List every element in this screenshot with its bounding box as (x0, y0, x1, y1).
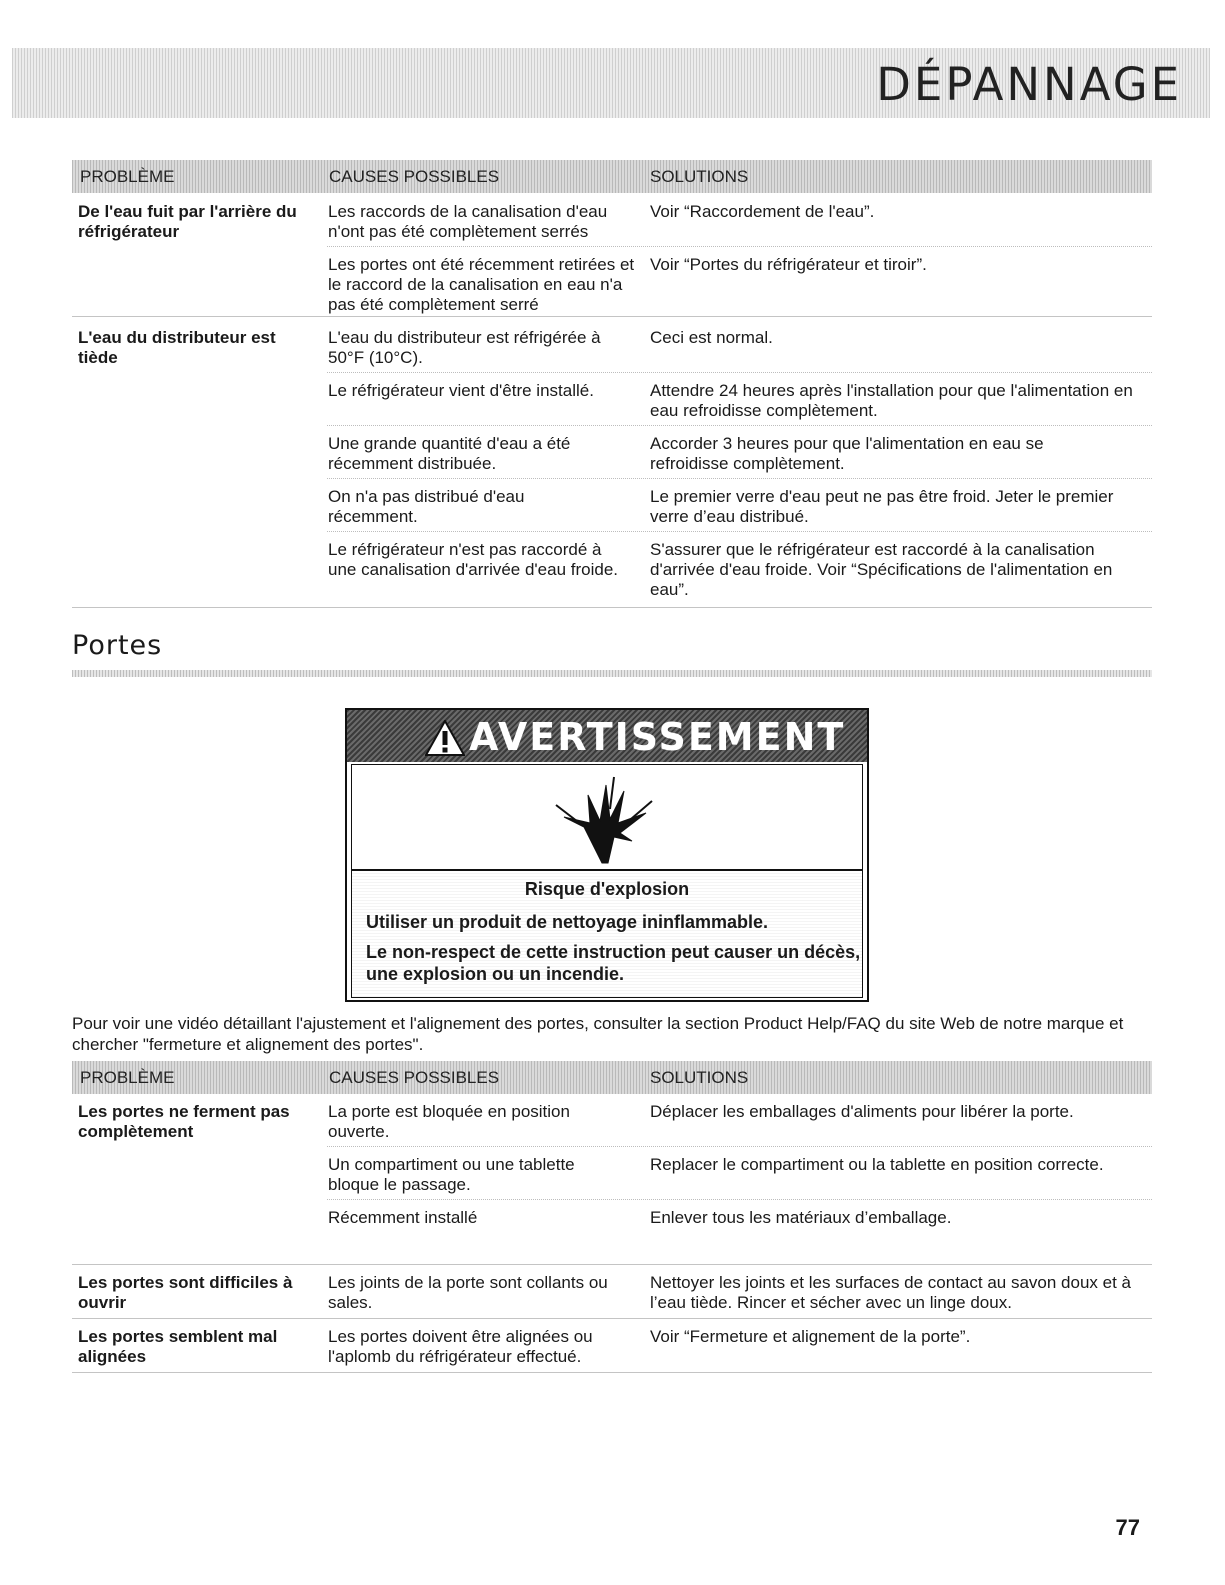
table-row (72, 317, 1152, 608)
explosion-icon (352, 765, 862, 869)
solution-text: Voir “Fermeture et alignement de la porte”. (650, 1327, 971, 1346)
solution-text: Nettoyer les joints et les surfaces de contact au savon doux et à l’eau tiède. Rincer et sécher avec un linge doux. (650, 1273, 1131, 1312)
table-row (72, 1094, 1152, 1265)
solution-text: Ceci est normal. (650, 328, 773, 347)
problem-text: Les portes sont difficiles à ouvrir (78, 1273, 293, 1312)
cause-text: Une grande quantité d'eau a été récemment distribuée. (328, 434, 571, 473)
table-header (72, 160, 1152, 193)
table-header (72, 1061, 1152, 1094)
row-divider (327, 1199, 1152, 1200)
warning-box (345, 708, 869, 1002)
warning-title: AVERTISSEMENT (469, 715, 846, 759)
header-causes: CAUSES POSSIBLES (329, 167, 500, 186)
cause-text: Les joints de la porte sont collants ou sales. (328, 1273, 608, 1312)
page-section-title: DÉPANNAGE (876, 58, 1182, 111)
warning-pictogram (351, 764, 863, 870)
cause-text: On n'a pas distribué d'eau récemment. (328, 487, 525, 526)
video-note: Pour voir une vidéo détaillant l'ajustement et l'alignement des portes, consulter la section Product Help/FAQ du site Web de notre marque et chercher "fermeture et alignement des portes". (72, 1014, 1124, 1054)
section-heading: Portes (72, 630, 163, 661)
solution-text: Attendre 24 heures après l'installation pour que l'alimentation en eau refroidisse complètement. (650, 381, 1133, 420)
row-divider (327, 1146, 1152, 1147)
warning-text-panel (351, 870, 863, 998)
problem-text: De l'eau fuit par l'arrière du réfrigérateur (78, 202, 297, 241)
table-row (72, 1265, 1152, 1319)
row-divider (327, 425, 1152, 426)
cause-text: Un compartiment ou une tablette bloque le passage. (328, 1155, 575, 1194)
header-solutions: SOLUTIONS (650, 167, 749, 186)
solution-text: Déplacer les emballages d'aliments pour libérer la porte. (650, 1102, 1074, 1121)
cause-text: Le réfrigérateur vient d'être installé. (328, 381, 594, 400)
problem-text: Les portes ne ferment pas complètement (78, 1102, 290, 1141)
cause-text: Récemment installé (328, 1208, 478, 1227)
solution-text: Voir “Portes du réfrigérateur et tiroir”. (650, 255, 927, 274)
solution-text: Enlever tous les matériaux d’emballage. (650, 1208, 952, 1227)
solution-text: Voir “Raccordement de l'eau”. (650, 202, 875, 221)
cause-text: L'eau du distributeur est réfrigérée à 50°F (10°C). (328, 328, 601, 367)
warning-header (347, 710, 867, 762)
page-number: 77 (1115, 1515, 1140, 1540)
row-divider (327, 372, 1152, 373)
row-divider (327, 531, 1152, 532)
solution-text: Replacer le compartiment ou la tablette en position correcte. (650, 1155, 1104, 1174)
cause-text: Le réfrigérateur n'est pas raccordé à une canalisation d'arrivée d'eau froide. (328, 540, 619, 579)
row-divider (327, 478, 1152, 479)
troubleshooting-table-doors (72, 1061, 1152, 1373)
table-row (72, 193, 1152, 317)
warning-subtitle: Risque d'explosion (524, 879, 690, 899)
troubleshooting-table-water (72, 160, 1152, 608)
header-problem: PROBLÈME (80, 167, 175, 186)
header-banner (12, 48, 1210, 118)
table-row (72, 1319, 1152, 1373)
cause-text: La porte est bloquée en position ouverte. (328, 1102, 570, 1141)
cause-text: Les portes ont été récemment retirées et le raccord de la canalisation en eau n'a pas été complètement serré (328, 255, 635, 314)
solution-text: Le premier verre d'eau peut ne pas être froid. Jeter le premier verre d’eau distribué. (650, 487, 1114, 526)
cause-text: Les portes doivent être alignées ou l'aplomb du réfrigérateur effectué. (328, 1327, 593, 1366)
section-rule (72, 670, 1152, 677)
header-causes: CAUSES POSSIBLES (329, 1068, 500, 1087)
header-problem: PROBLÈME (80, 1068, 175, 1087)
warning-consequence: Le non-respect de cette instruction peut causer un décès, une explosion ou un incendie. (366, 942, 861, 984)
row-divider (327, 246, 1152, 247)
solution-text: S'assurer que le réfrigérateur est raccordé à la canalisation d'arrivée d'eau froide. Voir “Spécifications de l'alimentation en eau”. (650, 540, 1113, 599)
problem-text: Les portes semblent mal alignées (78, 1327, 278, 1366)
problem-text: L'eau du distributeur est tiède (78, 328, 276, 367)
warning-instruction: Utiliser un produit de nettoyage ininflammable. (366, 912, 769, 932)
warning-triangle-icon (425, 720, 465, 756)
cause-text: Les raccords de la canalisation d'eau n'ont pas été complètement serrés (328, 202, 608, 241)
header-solutions: SOLUTIONS (650, 1068, 749, 1087)
solution-text: Accorder 3 heures pour que l'alimentation en eau se refroidisse complètement. (650, 434, 1044, 473)
